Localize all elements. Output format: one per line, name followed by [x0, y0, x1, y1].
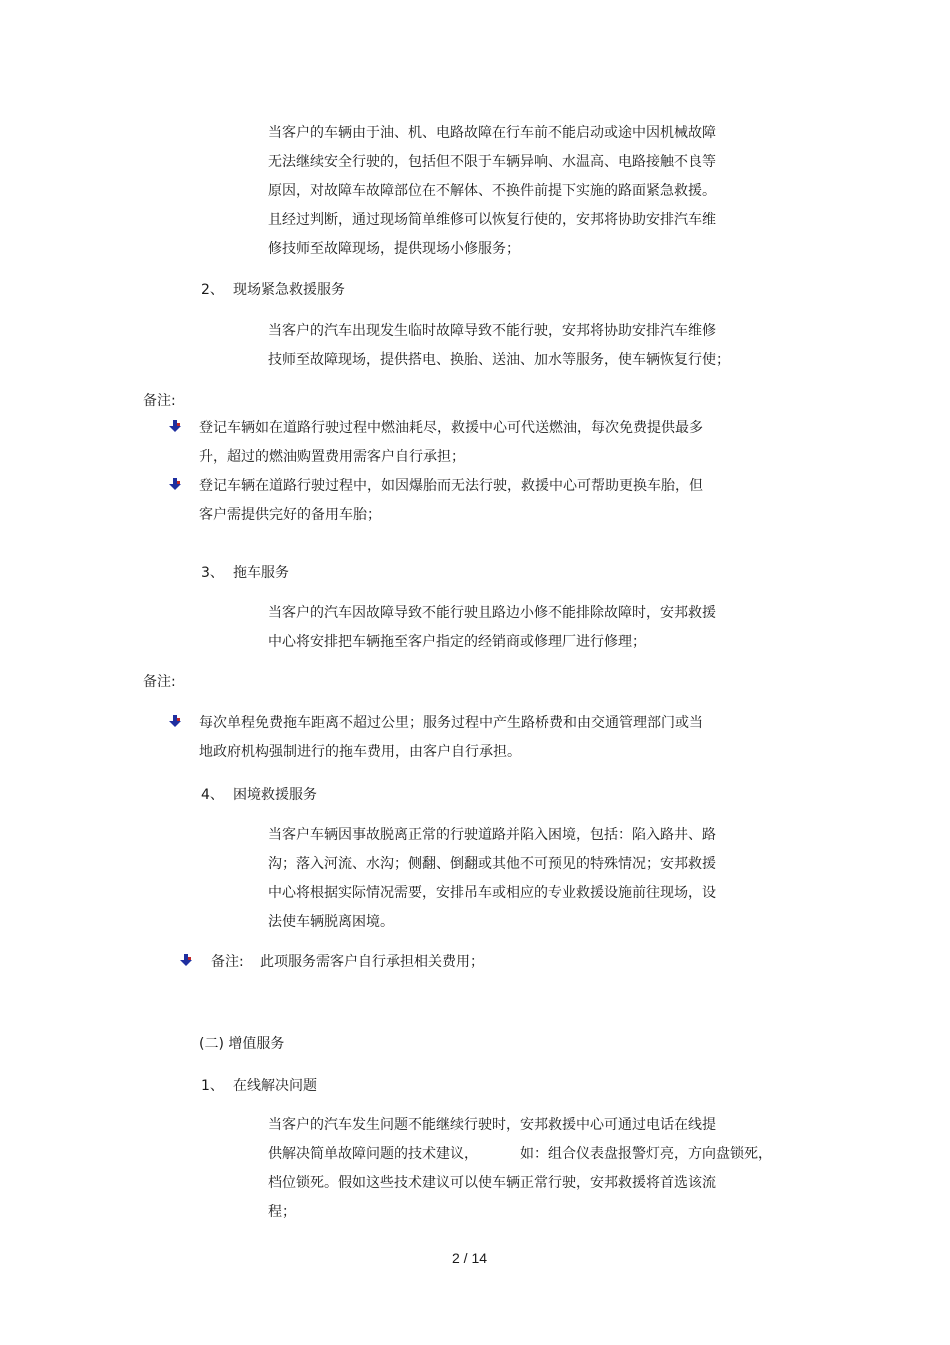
section-number: 2、: [201, 282, 224, 298]
section-title: 现场紧急救援服务: [233, 282, 345, 298]
body-line: 当客户的车辆由于油、机、电路故障在行车前不能启动或途中因机械故障: [268, 125, 716, 141]
section-title: 在线解决问题: [233, 1078, 317, 1094]
part-title: (二) 增值服务: [199, 1036, 285, 1052]
note-line: 登记车辆如在道路行驶过程中燃油耗尽，救援中心可代送燃油，每次免费提供最多: [199, 420, 703, 436]
body-line: 如：组合仪表盘报警灯亮，方向盘锁死，: [520, 1146, 772, 1162]
body-line: 程；: [268, 1204, 296, 1220]
note-label: 备注:: [211, 954, 244, 970]
section-title: 困境救援服务: [233, 787, 317, 803]
arrow-bullet-icon: [168, 419, 182, 433]
body-line: 法使车辆脱离困境。: [268, 914, 394, 930]
note-line: 此项服务需客户自行承担相关费用；: [260, 954, 484, 970]
body-line: 当客户的汽车因故障导致不能行驶且路边小修不能排除故障时，安邦救援: [268, 605, 716, 621]
body-line: 当客户的汽车出现发生临时故障导致不能行驶，安邦将协助安排汽车维修: [268, 323, 716, 339]
note-line: 每次单程免费拖车距离不超过公里；服务过程中产生路桥费和由交通管理部门或当: [199, 715, 703, 731]
body-line: 沟；落入河流、水沟；侧翻、倒翻或其他不可预见的特殊情况；安邦救援: [268, 856, 716, 872]
body-line: 档位锁死。假如这些技术建议可以使车辆正常行驶，安邦救援将首选该流: [268, 1175, 716, 1191]
body-line: 且经过判断，通过现场简单维修可以恢复行使的，安邦将协助安排汽车维: [268, 212, 716, 228]
body-line: 当客户的汽车发生问题不能继续行驶时，安邦救援中心可通过电话在线提: [268, 1117, 716, 1133]
body-line: 中心将根据实际情况需要，安排吊车或相应的专业救援设施前往现场，设: [268, 885, 716, 901]
section-number: 1、: [201, 1078, 224, 1094]
section-number: 4、: [201, 787, 224, 803]
body-line: 供解决简单故障问题的技术建议，: [268, 1146, 478, 1162]
note-line: 客户需提供完好的备用车胎；: [199, 507, 381, 523]
note-line: 升，超过的燃油购置费用需客户自行承担；: [199, 449, 465, 465]
body-line: 中心将安排把车辆拖至客户指定的经销商或修理厂进行修理；: [268, 634, 646, 650]
body-line: 当客户车辆因事故脱离正常的行驶道路并陷入困境，包括：陷入路井、路: [268, 827, 716, 843]
note-label: 备注:: [143, 674, 176, 690]
page-number: 2 / 14: [452, 1250, 488, 1266]
section-number: 3、: [201, 565, 224, 581]
note-label: 备注:: [143, 393, 176, 409]
body-line: 修技师至故障现场，提供现场小修服务；: [268, 241, 520, 257]
note-line: 地政府机构强制进行的拖车费用，由客户自行承担。: [199, 744, 521, 760]
arrow-bullet-icon: [179, 953, 193, 967]
body-line: 无法继续安全行驶的，包括但不限于车辆异响、水温高、电路接触不良等: [268, 154, 716, 170]
arrow-bullet-icon: [168, 714, 182, 728]
body-line: 技师至故障现场，提供搭电、换胎、送油、加水等服务，使车辆恢复行使；: [268, 352, 730, 368]
section-title: 拖车服务: [233, 565, 289, 581]
note-line: 登记车辆在道路行驶过程中，如因爆胎而无法行驶，救援中心可帮助更换车胎，但: [199, 478, 703, 494]
arrow-bullet-icon: [168, 477, 182, 491]
body-line: 原因，对故障车故障部位在不解体、不换件前提下实施的路面紧急救援。: [268, 183, 716, 199]
